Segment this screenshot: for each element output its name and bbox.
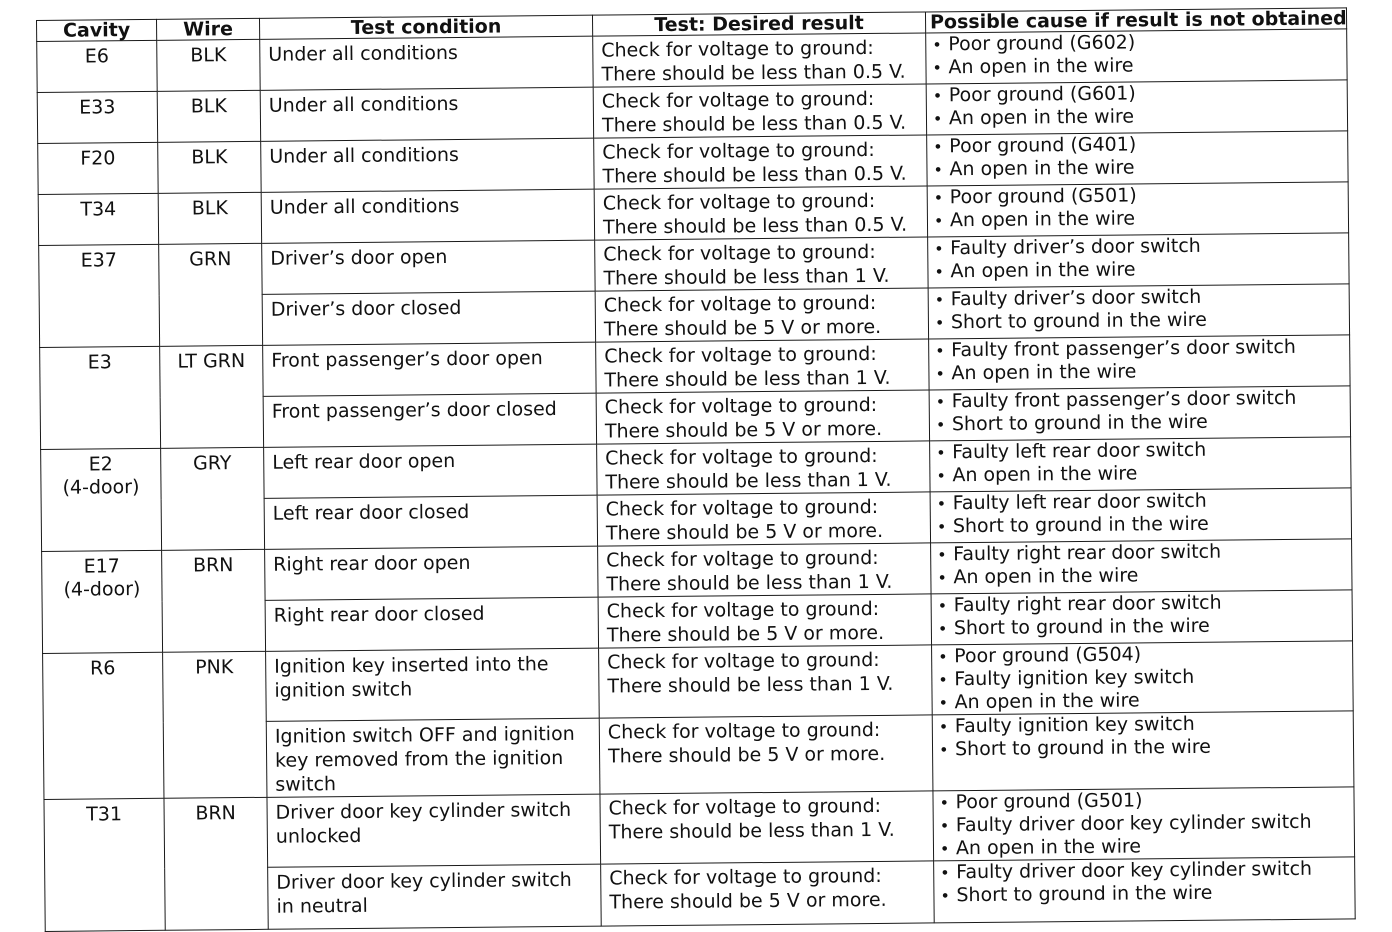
result-line: There should be 5 V or more. [603,315,882,341]
cavity-cell: R6 [43,652,164,799]
cause-item: • An open in the wire [936,460,1344,487]
condition-cell: Left rear door closed [264,495,597,549]
result-cell [596,339,929,393]
cause-item: • Faulty ignition key switch [939,711,1347,738]
cause-item: • An open in the wire [940,833,1348,860]
cause-item: • Faulty right rear door switch [938,590,1346,617]
result-line: There should be less than 1 V. [608,818,895,844]
condition-cell: Under all conditions [261,138,594,192]
cavity-label: E2 [88,453,113,476]
result-line: Check for voltage to ground: [608,794,882,820]
cavity-cell: T31 [44,798,165,931]
header-wire: Wire [156,18,259,40]
cause-item: • Poor ground (G601) [933,80,1341,107]
wire-cell: BRN [164,797,268,930]
result-line: Check for voltage to ground: [602,189,876,215]
condition-cell: Front passenger’s door closed [263,393,596,447]
result-line: Check for voltage to ground: [605,444,878,470]
result-line: Check for voltage to ground: [603,240,876,266]
cavity-cell [41,448,162,551]
result-line: There should be less than 1 V. [604,366,891,392]
header-possible-cause: Possible cause if result is not obtained [925,8,1346,33]
cause-item: • An open in the wire [934,256,1342,283]
condition-line: Ignition switch OFF and ignition [274,722,575,748]
condition-cell: Under all conditions [260,87,593,141]
wire-cell: BLK [157,39,260,91]
cause-cell [927,182,1348,237]
cause-item: • An open in the wire [933,154,1341,181]
cause-item: • Poor ground (G504) [938,641,1346,668]
condition-cell: Under all conditions [260,36,593,90]
cause-item: • An open in the wire [933,103,1341,130]
condition-cell: Right rear door open [265,546,598,600]
cause-cell [927,131,1348,186]
result-cell [594,186,927,240]
result-cell [593,84,926,138]
diagnostic-table-sheet [36,7,1355,932]
cavity-cell: E6 [37,40,157,92]
condition-line: unlocked [275,824,362,848]
cause-item: • Faulty right rear door switch [937,539,1345,566]
wire-cell: BLK [158,192,261,244]
cause-cell [930,437,1351,492]
condition-line: Ignition key inserted into the [274,653,549,678]
cause-item: • Faulty left rear door switch [936,437,1344,464]
result-cell [597,492,930,546]
result-line: Check for voltage to ground: [609,864,882,890]
result-line: There should be 5 V or more. [605,519,884,545]
result-cell [597,441,930,495]
result-cell [600,791,934,864]
result-line: There should be less than 1 V. [606,570,893,596]
cause-item: • Faulty driver door key cylinder switch [940,810,1348,837]
result-line: There should be less than 1 V. [607,672,894,698]
cause-item: • Faulty driver door key cylinder switch [940,857,1348,884]
wire-cell: BLK [158,141,261,193]
wire-cell: BLK [157,90,260,142]
condition-cell [268,864,602,929]
condition-line: ignition switch [274,678,413,702]
result-line: There should be less than 0.5 V. [602,213,908,239]
cause-cell [928,284,1349,339]
condition-line: in neutral [276,894,368,918]
cause-cell [929,335,1350,390]
result-line: Check for voltage to ground: [604,393,878,419]
cause-item: • An open in the wire [932,52,1340,79]
result-line: There should be 5 V or more. [607,742,886,768]
cause-item: • An open in the wire [937,562,1345,589]
result-cell [595,288,928,342]
condition-cell [266,718,600,797]
condition-cell [267,794,601,867]
cause-item: • Faulty driver’s door switch [935,284,1343,311]
result-line: There should be less than 0.5 V. [602,162,907,188]
wire-cell: GRY [161,447,265,550]
header-desired-result: Test: Desired result [592,12,925,36]
cause-item: • Faulty ignition key switch [938,664,1346,691]
cause-item: • An open in the wire [938,687,1346,714]
condition-cell: Left rear door open [264,444,597,498]
cavity-note: (4-door) [63,578,141,601]
cause-cell [926,29,1347,84]
wire-cell: PNK [163,651,267,798]
condition-cell: Right rear door closed [265,597,598,651]
condition-cell [266,648,600,721]
condition-line: Driver door key cylinder switch [276,868,572,894]
cause-item: • Short to ground in the wire [937,511,1345,538]
cause-item: • Faulty left rear door switch [937,488,1345,515]
cavity-cell: E3 [40,346,161,449]
result-line: Check for voltage to ground: [601,36,874,62]
condition-cell: Driver’s door open [262,240,595,294]
result-line: There should be less than 1 V. [603,264,890,290]
cause-item: • Faulty driver’s door switch [934,233,1342,260]
cavity-cell: E33 [37,91,157,143]
result-line: Check for voltage to ground: [603,291,877,317]
cause-cell [932,641,1354,715]
header-test-condition: Test condition [259,15,592,39]
table-row [43,641,1354,724]
condition-line: switch [275,773,337,796]
cause-item: • Short to ground in the wire [940,880,1348,907]
result-line: Check for voltage to ground: [601,87,875,113]
result-cell [598,543,931,597]
cavity-note: (4-door) [62,476,140,499]
result-line: There should be less than 0.5 V. [601,111,907,137]
result-cell [599,645,933,718]
wire-cell: LT GRN [160,345,264,448]
result-line: Check for voltage to ground: [607,648,880,674]
result-line: There should be 5 V or more. [604,417,883,443]
wire-cell: BRN [162,549,266,652]
result-line: Check for voltage to ground: [606,546,879,572]
result-cell [593,33,926,87]
condition-cell: Driver’s door closed [262,291,595,345]
cause-cell [929,386,1350,441]
cavity-cell: E37 [39,244,160,347]
cause-cell [932,711,1354,791]
result-cell [594,135,927,189]
cause-item: • Short to ground in the wire [938,613,1346,640]
condition-line: Driver door key cylinder switch [275,798,572,824]
result-cell [599,715,933,794]
result-line: There should be 5 V or more. [606,621,885,647]
condition-line: key removed from the ignition [275,746,564,772]
cause-cell [928,233,1349,288]
table-row [44,787,1355,870]
cavity-cell [42,550,163,653]
cause-item: • Short to ground in the wire [936,409,1344,436]
result-line: There should be less than 1 V. [605,468,892,494]
cause-item: • Poor ground (G602) [932,29,1340,56]
cause-cell [926,80,1347,135]
cause-item: • Poor ground (G501) [934,182,1342,209]
result-line: Check for voltage to ground: [607,718,881,744]
cause-cell [934,857,1356,923]
cause-cell [933,787,1355,861]
wire-cell: GRN [159,243,263,346]
cause-item: • An open in the wire [934,205,1342,232]
result-line: Check for voltage to ground: [604,342,877,368]
header-cavity: Cavity [37,19,157,41]
result-cell [598,594,931,648]
result-line: Check for voltage to ground: [602,138,875,164]
cavity-cell: T34 [38,193,158,245]
cause-cell [931,590,1352,645]
cause-item: • Poor ground (G501) [939,787,1347,814]
cause-item: • Short to ground in the wire [939,734,1347,761]
result-line: There should be 5 V or more. [609,888,887,914]
cause-cell [930,488,1351,543]
result-line: There should be less than 0.5 V. [601,60,906,86]
cause-item: • An open in the wire [935,358,1343,385]
result-line: Check for voltage to ground: [605,495,879,521]
cavity-label: E17 [83,555,120,578]
cause-item: • Faulty front passenger’s door switch [935,335,1343,362]
result-line: Check for voltage to ground: [606,597,880,623]
cause-cell [931,539,1352,594]
diagnostic-table [36,7,1356,932]
condition-cell: Under all conditions [261,189,594,243]
cause-item: • Short to ground in the wire [935,307,1343,334]
cavity-cell: F20 [38,142,158,194]
result-cell [595,237,928,291]
cause-item: • Faulty front passenger’s door switch [936,386,1344,413]
result-cell [596,390,929,444]
condition-cell: Front passenger’s door open [263,342,596,396]
cause-item: • Poor ground (G401) [933,131,1341,158]
